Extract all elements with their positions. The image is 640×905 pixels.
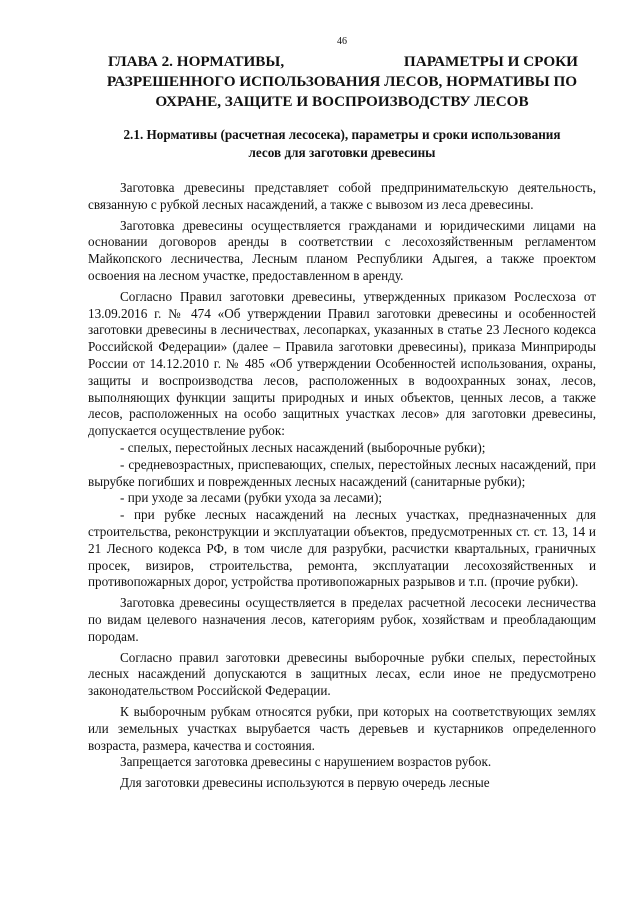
chapter-title-line-3: ОХРАНЕ, ЗАЩИТЕ И ВОСПРОИЗВОДСТВУ ЛЕСОВ: [155, 93, 529, 110]
chapter-title-line-1-right: ПАРАМЕТРЫ И СРОКИ: [403, 53, 578, 70]
chapter-title-line-2: РАЗРЕШЕННОГО ИСПОЛЬЗОВАНИЯ ЛЕСОВ, НОРМАТИВЫ ПО: [106, 73, 578, 90]
chapter-title-line-1: [88, 52, 596, 72]
section-title-line-2: лесов для заготовки древесины: [248, 145, 436, 160]
paragraph: К выборочным рубкам относятся рубки, при которых на соответствующих землях или земельных участках вырубается часть деревьев и кустарников определенного возраста, размера, качества и состояния.: [88, 703, 596, 753]
paragraph: Заготовка древесины представляет собой предпринимательскую деятельность, связанную с рубкой лесных насаждений, а также с вывозом из леса древесины.: [88, 180, 596, 212]
paragraph: Заготовка древесины осуществляется гражданами и юридическими лицами на основании договоров аренды в соответствии с лесохозяйственным регламентом Майкопского лесничества, Лесным планом Республики Адыгея, а также проектом освоения на лесном участке, предоставленном в аренду.: [88, 217, 596, 283]
page-number: 46: [337, 36, 347, 47]
list-item: - при рубке лесных насаждений на лесных участках, предназначенных для строительства, реконструкции и эксплуатации объектов, предусмотренных ст. ст. 13, 14 и 21 Лесного кодекса РФ, в том числе для разрубки, расчистки квартальных, граничных просек, визиров, строительства, ремонта, эксплуатации лесохозяйственных и противопожарных дорог, устройства противопожарных разрывов и т.п. (прочие рубки).: [88, 507, 596, 590]
section-title: [88, 126, 596, 162]
chapter-title-line-1-left: ГЛАВА 2. НОРМАТИВЫ,: [108, 53, 285, 70]
paragraph: Заготовка древесины осуществляется в пределах расчетной лесосеки лесничества по видам целевого назначения лесов, категориям рубок, хозяйствам и преобладающим породам.: [88, 595, 596, 644]
chapter-title: [88, 52, 596, 112]
list-item: - при уходе за лесами (рубки ухода за лесами);: [120, 490, 383, 506]
list-item: - средневозрастных, приспевающих, спелых, перестойных лесных насаждений, при вырубке погибших и поврежденных лесных насаждений (санитарные рубки);: [88, 456, 596, 489]
paragraph: Для заготовки древесины используются в первую очередь лесные: [120, 775, 490, 791]
document-body: [88, 180, 596, 792]
paragraph: Согласно Правил заготовки древесины, утвержденных приказом Рослесхоза от 13.09.2016 г. № 474 «Об утверждении Правил заготовки древесины и особенностей заготовки древесины в лесничествах, лесопарках, указанных в статье 23 Лесного кодекса Российской Федерации» (далее – Правила заготовки древесины), приказа Минприроды России от 14.12.2010 г. № 485 «Об утверждении Особенностей использования, охраны, защиты и воспроизводства лесов, расположенных в водоохранных зонах, лесов, выполняющих функции защиты природных и иных объектов, ценных лесов, а также лесов, расположенных на особо защитных участках лесов» для заготовки древесины, допускается осуществление рубок:: [88, 288, 596, 439]
paragraph: Согласно правил заготовки древесины выборочные рубки спелых, перестойных лесных насаждений допускаются в защитных лесах, если иное не предусмотрено законодательством Российской Федерации.: [88, 649, 596, 699]
section-title-line-1: 2.1. Нормативы (расчетная лесосека), параметры и сроки использования: [123, 127, 561, 142]
list-item: - спелых, перестойных лесных насаждений (выборочные рубки);: [120, 439, 486, 455]
paragraph: Запрещается заготовка древесины с нарушением возрастов рубок.: [120, 754, 492, 770]
